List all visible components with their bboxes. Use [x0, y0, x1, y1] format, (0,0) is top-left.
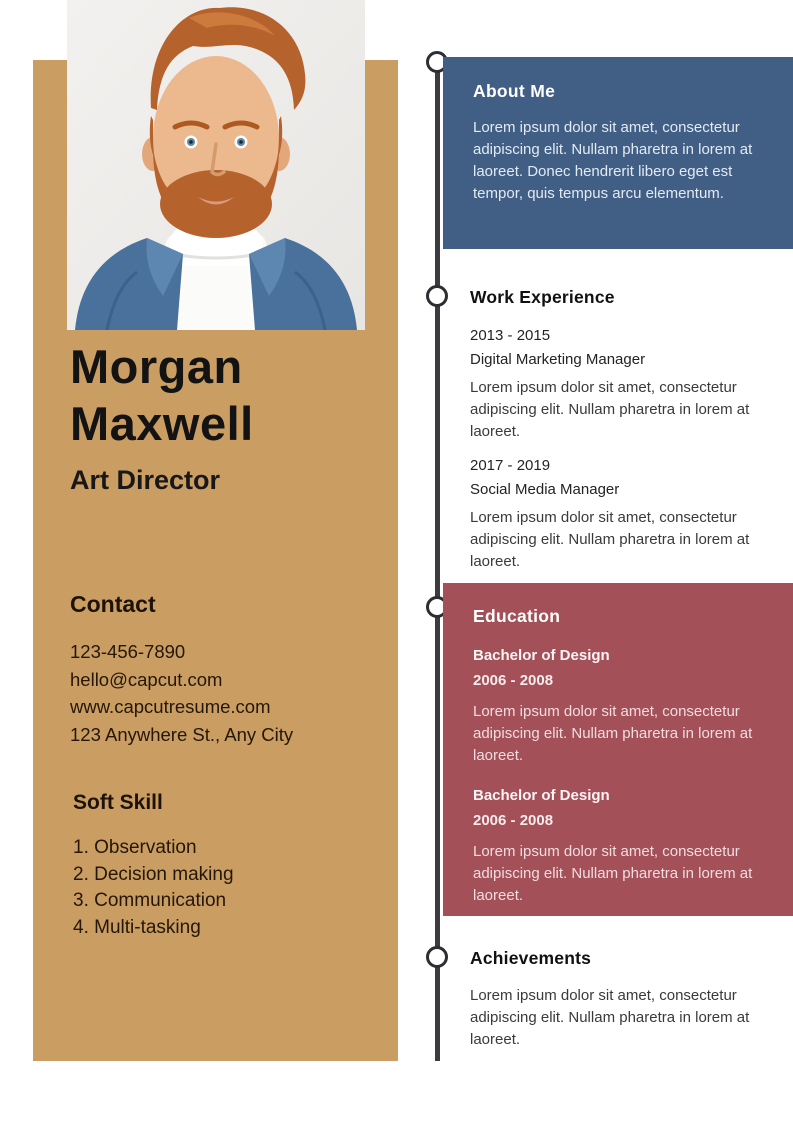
- first-name: Morgan: [70, 340, 243, 393]
- education-degree: Bachelor of Design: [473, 647, 610, 664]
- job-entry: [470, 324, 778, 443]
- skill-item: 1. Observation: [73, 837, 197, 858]
- skill-item: 2. Decision making: [73, 863, 234, 885]
- job-description: Lorem ipsum dolor sit amet, consectetur adipiscing elit. Nullam pharetra in lorem at laoreet.: [470, 509, 750, 570]
- last-name: Maxwell: [70, 397, 254, 450]
- job-role: Social Media Manager: [470, 480, 620, 498]
- education-dates: 2006 - 2008: [473, 812, 554, 829]
- education-degree: Bachelor of Design: [473, 787, 610, 804]
- job-role: Digital Marketing Manager: [470, 350, 646, 368]
- education-section: [443, 583, 793, 916]
- education-description: Lorem ipsum dolor sit amet, consectetur adipiscing elit. Nullam pharetra in lorem at laoreet.: [473, 703, 753, 764]
- education-description: Lorem ipsum dolor sit amet, consectetur adipiscing elit. Nullam pharetra in lorem at laoreet.: [473, 843, 753, 904]
- skill-item: 3. Communication: [73, 890, 227, 911]
- education-entry: [473, 783, 763, 907]
- about-me-heading: About Me: [473, 81, 556, 101]
- work-experience-section: [470, 285, 778, 573]
- education-dates: 2006 - 2008: [473, 672, 554, 689]
- contact-list: [70, 638, 375, 748]
- job-description: Lorem ipsum dolor sit amet, consectetur adipiscing elit. Nullam pharetra in lorem at laoreet.: [470, 379, 750, 440]
- education-heading: Education: [473, 606, 561, 626]
- job-dates: 2017 - 2019: [470, 457, 551, 474]
- timeline-marker-achievements: [426, 946, 448, 968]
- portrait-illustration: [67, 0, 365, 330]
- achievements-section: [470, 946, 778, 1051]
- job-title: Art Director: [70, 465, 221, 495]
- achievements-body: Lorem ipsum dolor sit amet, consectetur adipiscing elit. Nullam pharetra in lorem at laoreet.: [470, 987, 750, 1048]
- contact-address: 123 Anywhere St., Any City: [70, 723, 294, 745]
- job-entry: [470, 454, 778, 573]
- soft-skill-heading: Soft Skill: [73, 791, 163, 814]
- contact-phone: 123-456-7890: [70, 641, 186, 662]
- contact-website: www.capcutresume.com: [70, 696, 271, 717]
- profile-photo: [67, 0, 365, 330]
- timeline-marker-work: [426, 285, 448, 307]
- achievements-heading: Achievements: [470, 948, 592, 968]
- skill-item: 4. Multi-tasking: [73, 916, 201, 938]
- job-dates: 2013 - 2015: [470, 327, 551, 344]
- contact-heading: Contact: [70, 591, 156, 617]
- timeline-line: [435, 62, 440, 1061]
- about-me-section: [443, 57, 793, 249]
- soft-skill-list: [73, 835, 375, 941]
- education-entry: [473, 643, 763, 767]
- work-experience-heading: Work Experience: [470, 287, 615, 307]
- contact-email: hello@capcut.com: [70, 668, 223, 690]
- person-name: [70, 338, 375, 452]
- left-panel-content: [70, 338, 375, 941]
- about-me-body: Lorem ipsum dolor sit amet, consectetur adipiscing elit. Nullam pharetra in lorem at laoreet. Donec hendrerit libero eget est tempor, quis tempus arcu elementum.: [473, 119, 753, 202]
